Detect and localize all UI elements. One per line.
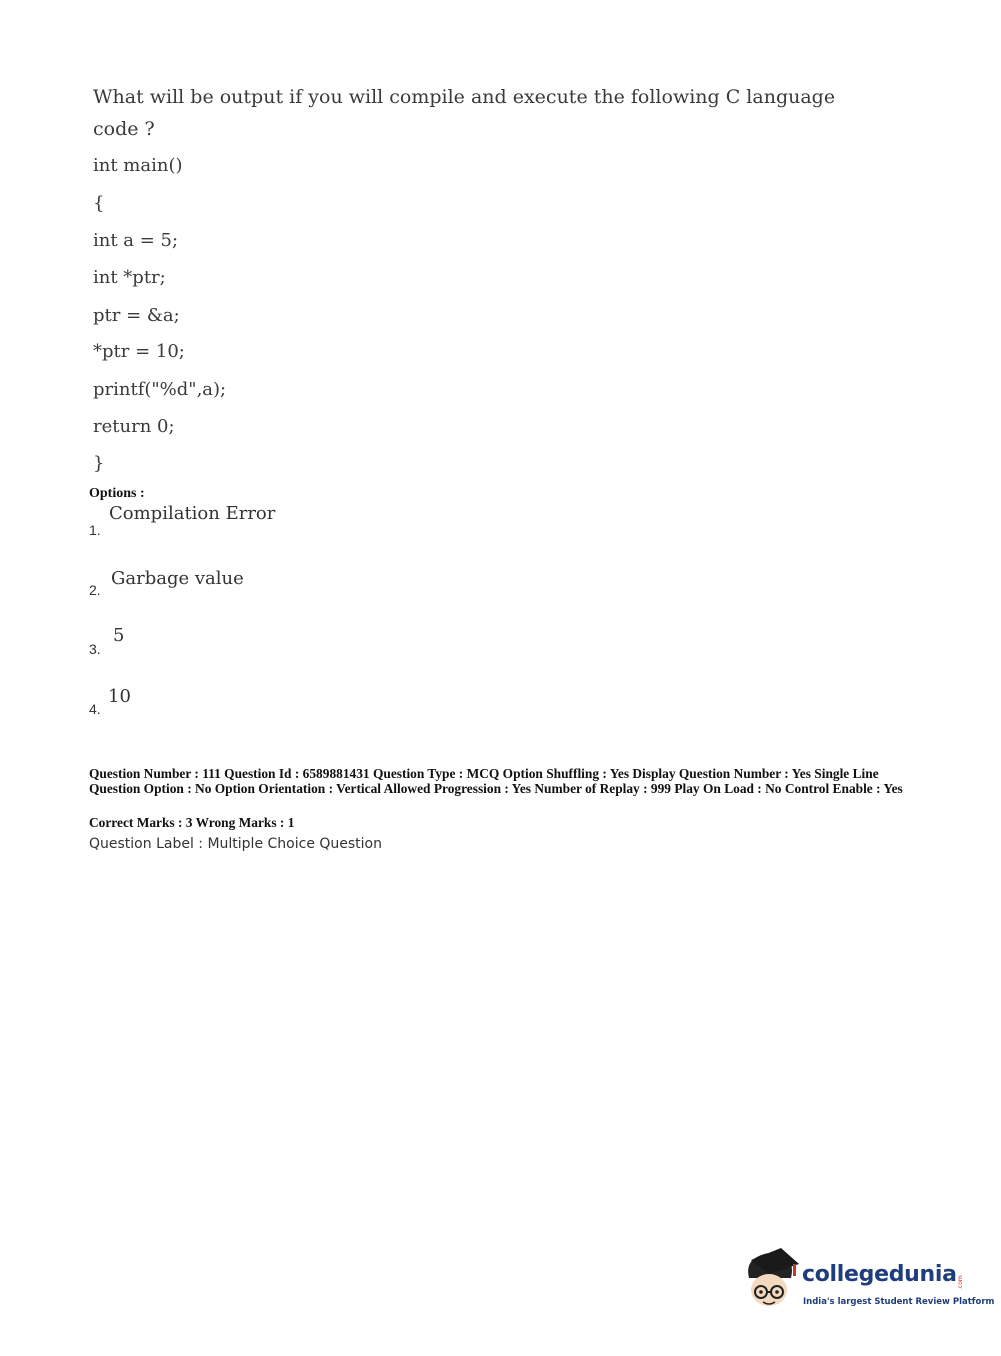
marks-line: Correct Marks : 3 Wrong Marks : 1	[89, 815, 295, 830]
question-text-line-2: code ?	[93, 118, 155, 140]
options-label: Options :	[89, 486, 145, 501]
option-number: 3.	[89, 641, 101, 657]
code-line: *ptr = 10;	[93, 341, 185, 362]
code-line: }	[93, 453, 105, 474]
brand-name: collegedunia	[802, 1262, 957, 1287]
option-number: 2.	[89, 582, 101, 598]
mascot-icon	[741, 1248, 803, 1318]
option-number: 1.	[89, 522, 101, 538]
code-line: ptr = &a;	[93, 305, 180, 326]
question-text-line-1: What will be output if you will compile and execute the following C language	[93, 86, 836, 108]
code-line: int main()	[93, 155, 183, 176]
collegedunia-logo	[741, 1248, 995, 1318]
code-line: int a = 5;	[93, 230, 179, 251]
code-line: return 0;	[93, 416, 175, 437]
code-line: printf("%d",a);	[93, 379, 227, 400]
option-number: 4.	[89, 701, 101, 717]
option-text[interactable]: 5	[113, 625, 125, 646]
question-details: Question Number : 111 Question Id : 6589881431 Question Type : MCQ Option Shuffling : Yes Display Question Number : Yes Single Line Question Option : No Option Orientation : Vertical Allowed Progression : Yes Number of Replay : 999 Play On Load : No Control Enable : Yes	[89, 766, 903, 796]
code-line: {	[93, 193, 105, 214]
brand-domain: .com	[957, 1275, 964, 1290]
option-text[interactable]: Compilation Error	[109, 503, 276, 524]
option-text[interactable]: Garbage value	[111, 568, 244, 589]
question-label: Question Label : Multiple Choice Question	[89, 836, 382, 852]
option-text[interactable]: 10	[108, 686, 131, 707]
brand-tagline: India's largest Student Review Platform	[803, 1297, 995, 1307]
code-line: int *ptr;	[93, 267, 166, 288]
